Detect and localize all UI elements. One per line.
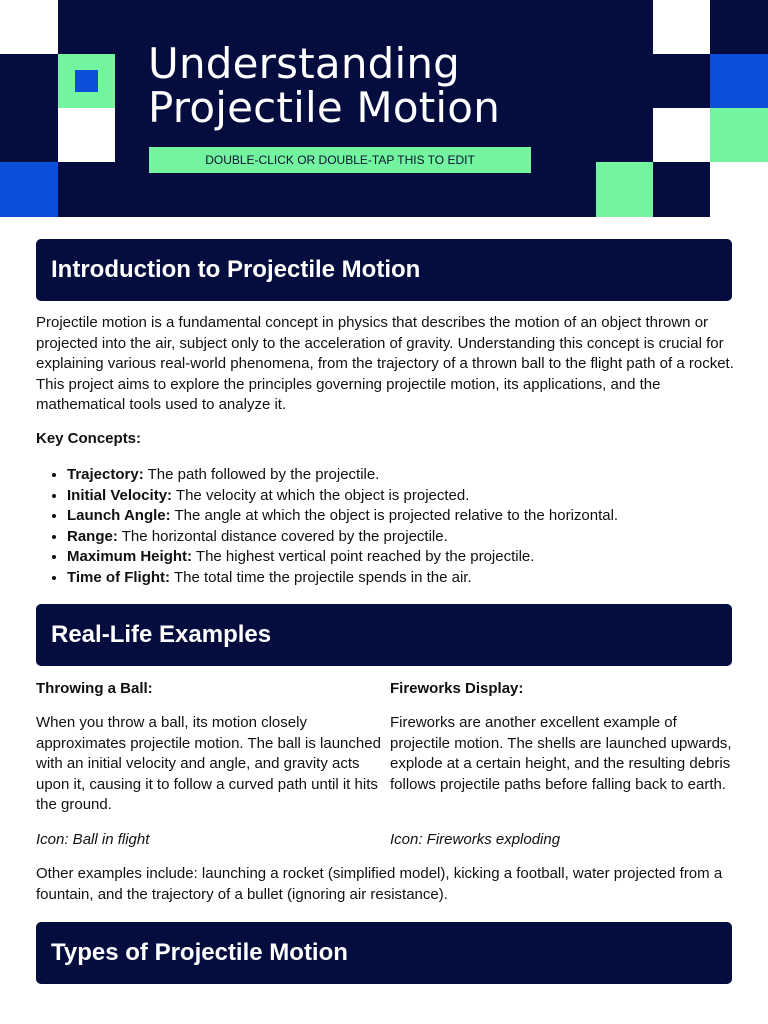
section-heading: Types of Projectile Motion — [51, 939, 348, 966]
decor-square-blue-small — [75, 70, 98, 92]
decor-square-mint — [710, 108, 768, 162]
concept-desc: The velocity at which the object is projected. — [172, 486, 470, 504]
example-icon-note: Icon: Ball in flight — [36, 831, 150, 848]
section-header-examples — [36, 604, 732, 666]
decor-square-white — [653, 108, 710, 162]
concept-desc: The total time the projectile spends in the air. — [170, 568, 472, 586]
hero-banner — [0, 0, 768, 217]
key-concepts-label: Key Concepts: — [36, 430, 142, 447]
page-title-line-1: Understanding — [148, 39, 461, 88]
concept-term: Trajectory: — [67, 466, 144, 483]
list-item — [67, 547, 737, 568]
section-heading: Introduction to Projectile Motion — [51, 256, 421, 283]
concept-desc: The angle at which the object is projected relative to the horizontal. — [170, 507, 619, 524]
intro-paragraph: Projectile motion is a fundamental concept in physics that describes the motion of an object thrown or projected into the air, subject only to the acceleration of gravity. Understanding this concept is crucial for explaining various real-world phenomena, from the trajectory of a thrown ball to the flight path of a rocket. This project aims to explore the principles governing projectile motion, its applications, and the mathematical tools used to analyze it. — [36, 314, 734, 413]
example-icon-note: Icon: Fireworks exploding — [390, 831, 561, 848]
example-title: Fireworks Display: — [390, 680, 524, 697]
concept-desc: The path followed by the projectile. — [143, 466, 380, 483]
concept-term: Time of Flight: — [67, 568, 171, 586]
key-concepts-list — [36, 465, 737, 588]
page-title-line-2: Projectile Motion — [148, 83, 501, 132]
example-body: Fireworks are another excellent example of projectile motion. The shells are launched upwards, explode at a certain height, and the resulting debris follows projectile paths before falling back to earth. — [390, 714, 732, 793]
list-item — [67, 506, 737, 527]
page-title[interactable] — [148, 39, 501, 132]
concept-term: Maximum Height: — [67, 548, 193, 565]
concept-term: Range: — [67, 527, 118, 545]
decor-square-blue — [0, 162, 58, 217]
list-item — [67, 527, 737, 548]
other-examples-paragraph: Other examples include: launching a rocket (simplified model), kicking a football, water projected from a fountain, and the trajectory of a bullet (ignoring air resistance). — [36, 865, 723, 903]
section-header-types — [36, 922, 732, 984]
list-item — [67, 486, 737, 507]
example-throwing-ball — [36, 679, 381, 854]
example-title: Throwing a Ball: — [36, 680, 153, 697]
concept-desc: The highest vertical point reached by the projectile. — [192, 548, 535, 565]
list-item — [67, 465, 737, 486]
concept-term: Launch Angle: — [67, 507, 171, 524]
decor-square-white — [710, 162, 768, 217]
section-header-introduction — [36, 239, 732, 301]
example-body: When you throw a ball, its motion closely approximates projectile motion. The ball is launched with an initial velocity and angle, and gravity acts upon it, causing it to follow a curved path until it hits the ground. — [36, 714, 381, 813]
decor-square-blue — [710, 54, 768, 108]
section-heading: Real-Life Examples — [51, 621, 272, 648]
decor-square-white — [653, 0, 710, 54]
decor-square-white — [0, 0, 58, 54]
concept-term: Initial Velocity: — [67, 486, 173, 504]
example-fireworks — [390, 679, 735, 854]
concept-desc: The horizontal distance covered by the projectile. — [117, 527, 448, 545]
edit-hint-bar[interactable]: DOUBLE-CLICK OR DOUBLE-TAP THIS TO EDIT — [149, 147, 531, 173]
decor-square-white — [58, 108, 115, 162]
decor-square-mint — [596, 162, 653, 217]
list-item — [67, 568, 737, 589]
